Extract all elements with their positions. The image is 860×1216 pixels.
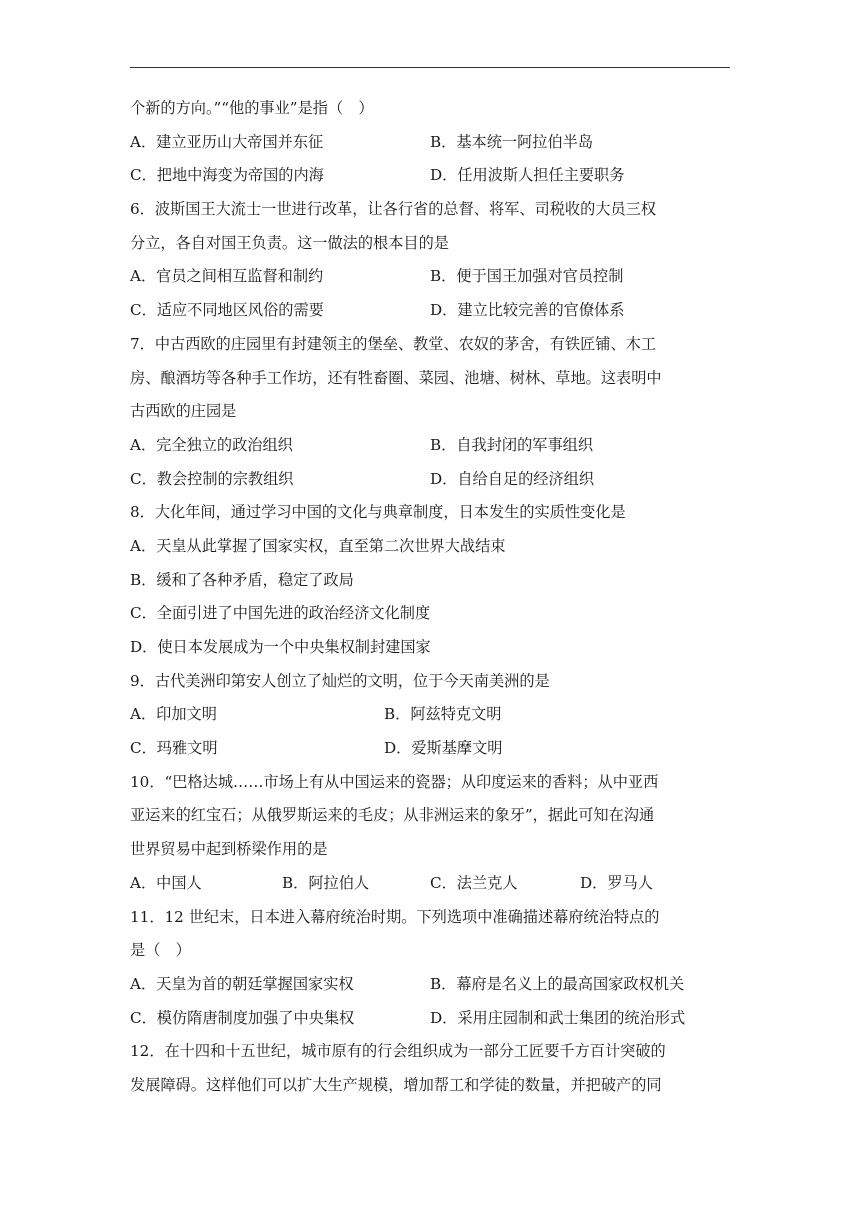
q6-option-d: D．建立比较完善的官僚体系 [430, 301, 625, 320]
q5-options-row-1 [130, 132, 730, 166]
q10-option-c: C．法兰克人 [430, 873, 518, 892]
q6-options-row-2 [130, 300, 730, 334]
q5-option-c: C．把地中海变为帝国的内海 [130, 166, 324, 185]
q10-stem-line-1: 10．“巴格达城……市场上有从中国运来的瓷器；从印度运来的香料；从中亚西 [130, 772, 659, 791]
q10-option-a: A．中国人 [130, 873, 202, 892]
q5-option-d: D．任用波斯人担任主要职务 [430, 166, 625, 185]
q10-options-row [130, 873, 730, 907]
q10-stem-line-2: 亚运来的红宝石；从俄罗斯运来的毛皮；从非洲运来的象牙”，据此可知在沟通 [130, 806, 655, 825]
q9-option-d: D．爱斯基摩文明 [384, 739, 503, 758]
q11-options-row-1 [130, 974, 730, 1008]
q11-options-row-2 [130, 1008, 730, 1042]
q11-option-a: A．天皇为首的朝廷掌握国家实权 [130, 974, 354, 993]
q9-stem-line-1: 9．古代美洲印第安人创立了灿烂的文明，位于今天南美洲的是 [130, 671, 550, 690]
q7-stem-line-3: 古西欧的庄园是 [130, 402, 237, 421]
q7-options-row-1 [130, 435, 730, 469]
q9-option-a: A．印加文明 [130, 705, 217, 724]
q10-option-d: D．罗马人 [580, 873, 653, 892]
q7-option-d: D．自给自足的经济组织 [430, 469, 595, 488]
header-rule [130, 67, 730, 68]
q8-option-a: A．天皇从此掌握了国家实权，直至第二次世界大战结束 [130, 536, 506, 555]
q6-option-a: A．官员之间相互监督和制约 [130, 267, 324, 286]
q11-stem-line-2: 是（ ） [130, 941, 191, 960]
q7-option-c: C．教会控制的宗教组织 [130, 469, 294, 488]
q7-option-b: B．自我封闭的军事组织 [430, 435, 594, 454]
q6-option-c: C．适应不同地区风俗的需要 [130, 301, 324, 320]
q12-stem-line-1: 12．在十四和十五世纪，城市原有的行会组织成为一部分工匠要千方百计突破的 [130, 1042, 666, 1061]
q12-stem-line-2: 发展障碍。这样他们可以扩大生产规模，增加帮工和学徒的数量，并把破产的同 [130, 1075, 662, 1094]
q11-option-d: D．采用庄园制和武士集团的统治形式 [430, 1008, 686, 1027]
q7-stem-line-1: 7．中古西欧的庄园里有封建领主的堡垒、教堂、农奴的茅舍，有铁匠铺、木工 [130, 334, 657, 353]
q11-stem-line-1: 11．12 世纪末，日本进入幕府统治时期。下列选项中准确描述幕府统治特点的 [130, 907, 660, 926]
q9-option-b: B．阿兹特克文明 [384, 705, 502, 724]
q6-stem-line-1: 6．波斯国王大流士一世进行改革，让各行省的总督、将军、司税收的大员三权 [130, 200, 657, 219]
q6-stem-line-2: 分立，各自对国王负责。这一做法的根本目的是 [130, 233, 449, 252]
q7-option-a: A．完全独立的政治组织 [130, 435, 293, 454]
q8-option-c: C．全面引进了中国先进的政治经济文化制度 [130, 604, 431, 623]
q5-options-row-2 [130, 165, 730, 199]
q11-option-b: B．幕府是名义上的最高国家政权机关 [430, 974, 685, 993]
exam-page [130, 98, 730, 1109]
q6-option-b: B．便于国王加强对官员控制 [430, 267, 624, 286]
q9-options-row-1 [130, 704, 730, 738]
q8-option-b: B．缓和了各种矛盾，稳定了政局 [130, 570, 354, 589]
q10-option-b: B．阿拉伯人 [282, 873, 370, 892]
q5-option-b: B．基本统一阿拉伯半岛 [430, 132, 594, 151]
q9-options-row-2 [130, 738, 730, 772]
q11-option-c: C．模仿隋唐制度加强了中央集权 [130, 1008, 355, 1027]
q7-stem-line-2: 房、酿酒坊等各种手工作坊，还有牲畜圈、菜园、池塘、树林、草地。这表明中 [130, 368, 662, 387]
q5-stem-tail: 个新的方向。”“他的事业”是指（ ） [130, 99, 374, 117]
q8-stem-line-1: 8．大化年间，通过学习中国的文化与典章制度，日本发生的实质性变化是 [130, 503, 626, 522]
q9-option-c: C．玛雅文明 [130, 739, 218, 758]
q8-option-d: D．使日本发展成为一个中央集权制封建国家 [130, 638, 431, 656]
q5-option-a: A．建立亚历山大帝国并东征 [130, 132, 324, 151]
q6-options-row-1 [130, 266, 730, 300]
q10-stem-line-3: 世界贸易中起到桥梁作用的是 [130, 840, 328, 859]
q7-options-row-2 [130, 469, 730, 503]
